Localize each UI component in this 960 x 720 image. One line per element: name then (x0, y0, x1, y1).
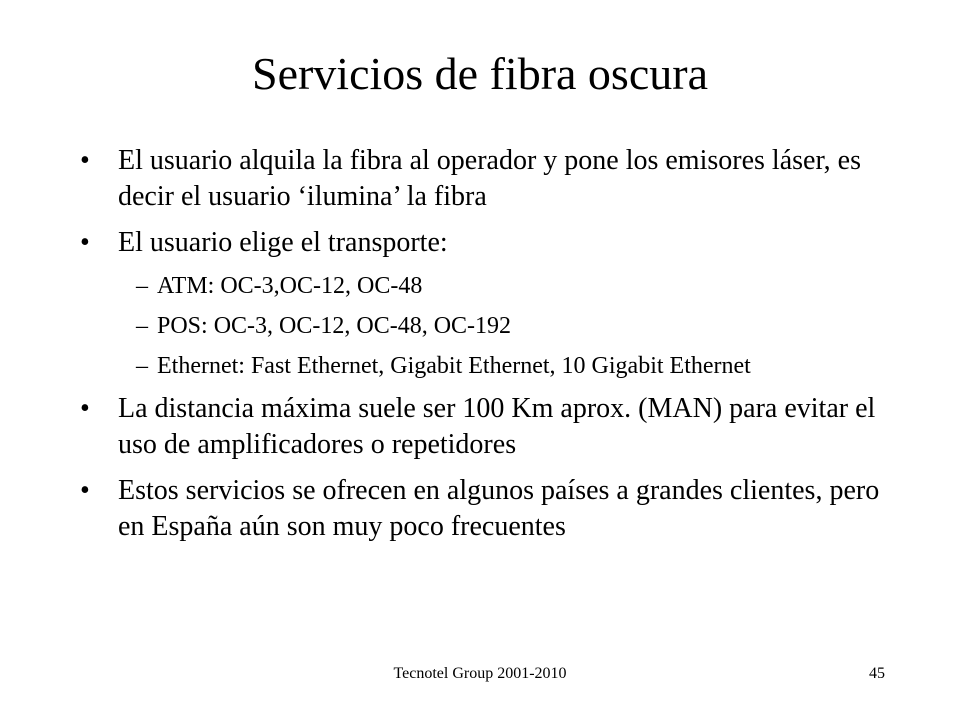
dash-marker: – (136, 353, 148, 379)
sub-bullet-text: Ethernet: Fast Ethernet, Gigabit Ethernet, 10 Gigabit Ethernet (157, 353, 751, 379)
page-number: 45 (869, 665, 885, 682)
sub-bullet-group (80, 271, 900, 381)
bullet-text: La distancia máxima suele ser 100 Km aprox. (MAN) para evitar el uso de amplificadores o repetidores (118, 393, 876, 460)
sub-bullet-text: POS: OC-3, OC-12, OC-48, OC-192 (157, 313, 512, 339)
bullet-marker: • (80, 145, 90, 176)
bullet-item (80, 473, 900, 545)
bullet-text: El usuario alquila la fibra al operador y pone los emisores láser, es decir el usuario ‘ilumina’ la fibra (118, 145, 861, 212)
sub-bullet-item (80, 311, 900, 341)
sub-bullet-list (80, 271, 900, 381)
footer-text: Tecnotel Group 2001-2010 (393, 665, 567, 682)
dash-marker: – (136, 313, 148, 339)
bullet-text: Estos servicios se ofrecen en algunos países a grandes clientes, pero en España aún son muy poco frecuentes (118, 475, 880, 542)
bullet-marker: • (80, 475, 90, 506)
slide-title: Servicios de fibra oscura (251, 48, 708, 99)
sub-bullet-text: ATM: OC-3,OC-12, OC-48 (157, 273, 423, 299)
bullet-marker: • (80, 393, 90, 424)
bullet-item (80, 225, 900, 261)
bullet-marker: • (80, 227, 90, 258)
bullet-list (80, 143, 900, 555)
sub-bullet-item (80, 351, 900, 381)
dash-marker: – (136, 273, 148, 299)
bullet-text: El usuario elige el transporte: (118, 227, 448, 258)
bullet-item (80, 391, 900, 463)
bullet-item (80, 143, 900, 215)
sub-bullet-item (80, 271, 900, 301)
